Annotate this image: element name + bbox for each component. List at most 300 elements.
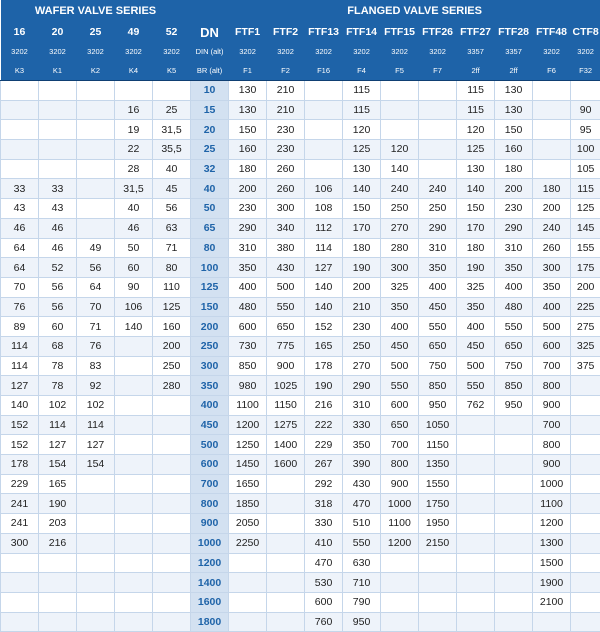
table-cell: 16 (115, 100, 153, 120)
column-name-9: FTF14 (343, 22, 381, 42)
table-row (1, 396, 600, 416)
table-cell (39, 120, 77, 140)
table-cell (77, 120, 115, 140)
column-name-13: FTF28 (495, 22, 533, 42)
table-cell: 229 (1, 474, 39, 494)
table-cell: 430 (343, 474, 381, 494)
table-cell: 25 (153, 100, 191, 120)
table-cell (571, 612, 600, 632)
table-cell (77, 514, 115, 534)
table-cell (267, 474, 305, 494)
table-cell: 2050 (229, 514, 267, 534)
dn-cell: 500 (191, 435, 229, 455)
table-cell: 1300 (533, 533, 571, 553)
table-cell: 154 (39, 455, 77, 475)
table-cell: 56 (39, 297, 77, 317)
table-row (1, 553, 600, 573)
column-code-11: 3202 (419, 42, 457, 61)
table-cell (267, 514, 305, 534)
table-cell (115, 356, 153, 376)
table-cell: 325 (381, 277, 419, 297)
column-sub-4: K5 (153, 61, 191, 81)
table-cell: 650 (419, 336, 457, 356)
table-cell (115, 533, 153, 553)
table-cell: 710 (343, 573, 381, 593)
column-code-9: 3202 (343, 42, 381, 61)
table-row (1, 435, 600, 455)
table-cell: 330 (305, 514, 343, 534)
table-cell: 750 (419, 356, 457, 376)
table-cell: 90 (115, 277, 153, 297)
column-code-7: 3202 (267, 42, 305, 61)
table-cell: 410 (305, 533, 343, 553)
table-cell (115, 376, 153, 396)
table-cell: 310 (495, 238, 533, 258)
table-cell: 43 (1, 199, 39, 219)
table-cell (1, 612, 39, 632)
dn-cell: 32 (191, 159, 229, 179)
table-cell: 178 (1, 455, 39, 475)
table-cell: 260 (267, 159, 305, 179)
table-cell (457, 553, 495, 573)
table-cell (1, 100, 39, 120)
table-cell: 280 (381, 238, 419, 258)
table-cell (77, 218, 115, 238)
table-cell: 700 (533, 356, 571, 376)
column-name-8: FTF13 (305, 22, 343, 42)
table-cell (495, 474, 533, 494)
table-cell: 318 (305, 494, 343, 514)
column-sub-3: K4 (115, 61, 153, 81)
table-cell: 290 (495, 218, 533, 238)
table-cell: 240 (419, 179, 457, 199)
table-cell: 52 (39, 258, 77, 278)
table-cell (115, 396, 153, 416)
table-cell: 130 (457, 159, 495, 179)
table-cell: 470 (305, 553, 343, 573)
table-cell: 115 (571, 179, 600, 199)
table-cell: 145 (571, 218, 600, 238)
table-cell: 550 (267, 297, 305, 317)
table-row (1, 140, 600, 160)
table-cell (229, 573, 267, 593)
table-cell (153, 474, 191, 494)
table-cell (495, 455, 533, 475)
table-cell: 125 (457, 140, 495, 160)
table-cell: 127 (77, 435, 115, 455)
table-cell: 230 (267, 120, 305, 140)
table-cell (571, 494, 600, 514)
table-cell (77, 612, 115, 632)
table-cell (381, 553, 419, 573)
table-cell: 71 (153, 238, 191, 258)
table-cell: 1150 (419, 435, 457, 455)
dn-cell: 200 (191, 317, 229, 337)
table-cell: 108 (305, 199, 343, 219)
table-row (1, 494, 600, 514)
table-cell: 1000 (381, 494, 419, 514)
table-cell (153, 612, 191, 632)
table-cell: 49 (77, 238, 115, 258)
table-cell: 95 (571, 120, 600, 140)
table-row (1, 238, 600, 258)
dn-cell: 10 (191, 81, 229, 101)
table-cell: 19 (115, 120, 153, 140)
table-cell: 78 (39, 356, 77, 376)
table-cell (267, 533, 305, 553)
table-cell: 200 (153, 336, 191, 356)
table-cell (153, 514, 191, 534)
table-row (1, 120, 600, 140)
table-cell: 22 (115, 140, 153, 160)
table-cell: 76 (1, 297, 39, 317)
table-cell: 114 (39, 415, 77, 435)
table-cell: 310 (229, 238, 267, 258)
dn-cell: 1400 (191, 573, 229, 593)
dn-cell: 900 (191, 514, 229, 534)
table-cell: 70 (1, 277, 39, 297)
table-cell (1, 592, 39, 612)
table-cell (457, 592, 495, 612)
table-cell: 510 (343, 514, 381, 534)
table-cell: 102 (39, 396, 77, 416)
table-cell: 450 (419, 297, 457, 317)
table-cell: 64 (1, 258, 39, 278)
table-cell (571, 592, 600, 612)
table-cell (39, 81, 77, 101)
table-cell: 152 (1, 415, 39, 435)
table-cell: 600 (533, 336, 571, 356)
table-cell (571, 435, 600, 455)
table-cell: 1250 (229, 435, 267, 455)
table-row (1, 514, 600, 534)
table-row (1, 415, 600, 435)
table-cell: 310 (343, 396, 381, 416)
table-cell: 260 (267, 179, 305, 199)
table-cell: 40 (153, 159, 191, 179)
table-cell: 154 (77, 455, 115, 475)
table-cell: 76 (77, 336, 115, 356)
series-header-row (1, 0, 600, 22)
table-cell: 1200 (381, 533, 419, 553)
table-cell (533, 100, 571, 120)
table-cell: 160 (495, 140, 533, 160)
table-cell (77, 592, 115, 612)
column-code-12: 3357 (457, 42, 495, 61)
table-cell: 180 (229, 159, 267, 179)
table-cell: 56 (153, 199, 191, 219)
table-cell (457, 494, 495, 514)
table-cell (495, 612, 533, 632)
table-cell: 83 (77, 356, 115, 376)
table-cell: 125 (571, 199, 600, 219)
table-cell (77, 179, 115, 199)
column-code-row (1, 42, 600, 61)
table-cell: 1400 (267, 435, 305, 455)
table-cell: 210 (267, 81, 305, 101)
table-cell: 480 (495, 297, 533, 317)
column-name-11: FTF26 (419, 22, 457, 42)
table-cell: 178 (305, 356, 343, 376)
dn-cell: 65 (191, 218, 229, 238)
table-cell: 1275 (267, 415, 305, 435)
table-cell (1, 81, 39, 101)
column-sub-1: K1 (39, 61, 77, 81)
table-cell (1, 120, 39, 140)
table-row (1, 81, 600, 101)
table-cell (419, 573, 457, 593)
table-cell (77, 533, 115, 553)
table-cell: 120 (457, 120, 495, 140)
table-cell (153, 435, 191, 455)
table-cell: 350 (229, 258, 267, 278)
table-row (1, 612, 600, 632)
table-cell: 150 (495, 120, 533, 140)
table-cell (115, 592, 153, 612)
table-cell (381, 612, 419, 632)
table-cell (419, 553, 457, 573)
table-cell: 1350 (419, 455, 457, 475)
column-name-4: 52 (153, 22, 191, 42)
table-cell (571, 376, 600, 396)
table-cell: 290 (229, 218, 267, 238)
table-cell: 190 (457, 258, 495, 278)
table-cell: 550 (381, 376, 419, 396)
table-cell: 140 (457, 179, 495, 199)
table-body (1, 81, 600, 632)
table-cell (457, 474, 495, 494)
column-name-12: FTF27 (457, 22, 495, 42)
table-cell: 64 (77, 277, 115, 297)
dn-cell: 80 (191, 238, 229, 258)
table-cell (153, 533, 191, 553)
table-cell: 102 (77, 396, 115, 416)
table-cell (571, 455, 600, 475)
table-cell: 90 (571, 100, 600, 120)
table-cell: 106 (305, 179, 343, 199)
dn-cell: 400 (191, 396, 229, 416)
table-cell: 230 (495, 199, 533, 219)
table-cell (533, 120, 571, 140)
dn-cell: 1000 (191, 533, 229, 553)
table-cell: 140 (305, 297, 343, 317)
table-cell (39, 553, 77, 573)
table-cell: 31,5 (115, 179, 153, 199)
table-cell (457, 455, 495, 475)
table-cell (495, 514, 533, 534)
table-cell: 350 (533, 277, 571, 297)
table-cell: 140 (343, 179, 381, 199)
table-cell: 165 (305, 336, 343, 356)
table-cell: 120 (343, 120, 381, 140)
table-cell (115, 336, 153, 356)
table-cell: 130 (343, 159, 381, 179)
table-cell: 56 (77, 258, 115, 278)
table-cell: 140 (1, 396, 39, 416)
table-cell (457, 612, 495, 632)
table-cell (267, 612, 305, 632)
table-cell: 292 (305, 474, 343, 494)
table-cell: 250 (419, 199, 457, 219)
column-sub-6: F1 (229, 61, 267, 81)
table-cell: 130 (229, 81, 267, 101)
table-cell: 700 (381, 435, 419, 455)
table-cell: 127 (1, 376, 39, 396)
column-sub-2: K2 (77, 61, 115, 81)
table-cell: 200 (571, 277, 600, 297)
column-code-2: 3202 (77, 42, 115, 61)
column-code-13: 3357 (495, 42, 533, 61)
table-cell: 155 (571, 238, 600, 258)
table-cell (381, 573, 419, 593)
table-cell (457, 573, 495, 593)
table-header (1, 0, 600, 81)
table-cell: 430 (267, 258, 305, 278)
table-cell: 1150 (267, 396, 305, 416)
table-cell: 71 (77, 317, 115, 337)
table-cell (419, 159, 457, 179)
table-cell (115, 573, 153, 593)
table-cell (229, 553, 267, 573)
table-cell (305, 140, 343, 160)
table-row (1, 336, 600, 356)
table-cell (1, 140, 39, 160)
table-cell: 115 (343, 100, 381, 120)
table-cell (267, 592, 305, 612)
table-cell: 203 (39, 514, 77, 534)
table-cell (39, 140, 77, 160)
table-cell (419, 612, 457, 632)
table-cell: 114 (305, 238, 343, 258)
table-cell: 450 (457, 336, 495, 356)
table-row (1, 159, 600, 179)
table-cell (457, 533, 495, 553)
table-cell: 63 (153, 218, 191, 238)
table-cell: 225 (571, 297, 600, 317)
dn-cell: 300 (191, 356, 229, 376)
table-cell: 980 (229, 376, 267, 396)
table-cell: 100 (571, 140, 600, 160)
table-cell: 480 (229, 297, 267, 317)
table-cell: 790 (343, 592, 381, 612)
table-cell: 33 (39, 179, 77, 199)
table-cell: 120 (381, 140, 419, 160)
table-cell: 325 (457, 277, 495, 297)
table-cell: 46 (1, 218, 39, 238)
table-cell: 33 (1, 179, 39, 199)
table-cell: 200 (229, 179, 267, 199)
table-cell: 89 (1, 317, 39, 337)
table-cell: 68 (39, 336, 77, 356)
table-cell: 1950 (419, 514, 457, 534)
table-cell (153, 81, 191, 101)
table-cell: 127 (39, 435, 77, 455)
table-cell: 375 (571, 356, 600, 376)
table-cell: 650 (495, 336, 533, 356)
table-cell: 210 (267, 100, 305, 120)
table-cell: 340 (267, 218, 305, 238)
table-cell: 600 (305, 592, 343, 612)
column-code-5: DIN (alt) (191, 42, 229, 61)
table-cell (39, 159, 77, 179)
column-sub-11: F7 (419, 61, 457, 81)
table-cell: 900 (533, 396, 571, 416)
dn-cell: 150 (191, 297, 229, 317)
table-cell (419, 592, 457, 612)
table-cell: 130 (229, 100, 267, 120)
table-cell: 1600 (267, 455, 305, 475)
table-cell: 60 (115, 258, 153, 278)
table-cell (115, 435, 153, 455)
table-cell: 390 (343, 455, 381, 475)
table-cell: 112 (305, 218, 343, 238)
table-cell: 290 (419, 218, 457, 238)
table-cell: 60 (39, 317, 77, 337)
table-cell: 650 (267, 317, 305, 337)
table-cell: 200 (495, 179, 533, 199)
table-cell (77, 199, 115, 219)
table-cell: 92 (77, 376, 115, 396)
table-cell: 114 (77, 415, 115, 435)
table-cell: 200 (533, 199, 571, 219)
table-cell: 46 (39, 218, 77, 238)
table-cell: 350 (419, 258, 457, 278)
column-name-14: FTF48 (533, 22, 571, 42)
table-cell (77, 140, 115, 160)
table-cell: 152 (1, 435, 39, 455)
table-cell (495, 494, 533, 514)
column-code-0: 3202 (1, 42, 39, 61)
dn-cell: 1800 (191, 612, 229, 632)
table-cell: 1200 (533, 514, 571, 534)
table-row (1, 179, 600, 199)
table-cell: 500 (267, 277, 305, 297)
table-cell: 180 (533, 179, 571, 199)
table-cell (267, 573, 305, 593)
table-cell: 762 (457, 396, 495, 416)
table-cell: 1450 (229, 455, 267, 475)
table-cell (495, 533, 533, 553)
table-cell (267, 553, 305, 573)
table-cell: 400 (419, 277, 457, 297)
table-cell (533, 159, 571, 179)
table-cell (39, 100, 77, 120)
column-name-1: 20 (39, 22, 77, 42)
table-cell: 125 (343, 140, 381, 160)
table-cell: 46 (115, 218, 153, 238)
table-cell (115, 415, 153, 435)
table-cell: 130 (495, 100, 533, 120)
table-cell: 1000 (533, 474, 571, 494)
table-cell: 267 (305, 455, 343, 475)
table-cell (571, 396, 600, 416)
column-code-1: 3202 (39, 42, 77, 61)
table-cell: 250 (153, 356, 191, 376)
table-cell: 850 (419, 376, 457, 396)
table-cell: 850 (229, 356, 267, 376)
table-cell: 216 (39, 533, 77, 553)
table-cell (495, 592, 533, 612)
table-cell (571, 533, 600, 553)
table-cell: 170 (343, 218, 381, 238)
table-cell: 350 (495, 258, 533, 278)
table-cell (495, 573, 533, 593)
table-cell: 150 (457, 199, 495, 219)
table-cell: 150 (343, 199, 381, 219)
wafer-series-label: WAFER VALVE SERIES (1, 0, 191, 22)
table-cell: 500 (381, 356, 419, 376)
table-row (1, 277, 600, 297)
